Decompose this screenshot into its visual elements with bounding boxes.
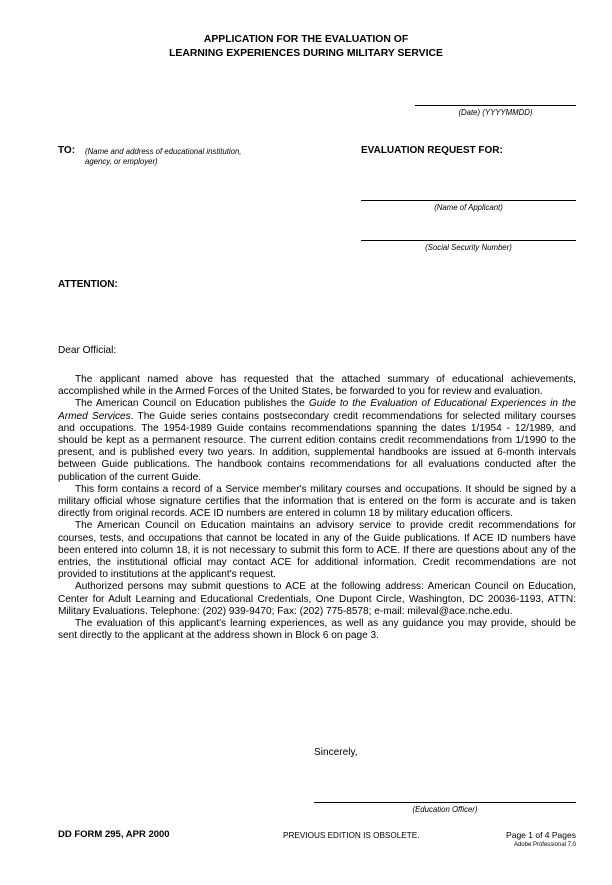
signature-caption: (Education Officer)	[412, 805, 478, 814]
signature-field[interactable]	[314, 802, 576, 804]
to-hint	[85, 147, 241, 167]
page-label: Page 1 of 4 Pages	[506, 830, 576, 840]
paragraph-4: The American Council on Education maintains an advisory service to provide credit recommendations for courses, tests, and occupations that cannot be located in any of the Guide publications. If ACE ID numbers have been entered into column 18, it is not necessary to submit this form to ACE. If there are questions about any of the entries, the institutional official may contact ACE for additional information. Credit recommendations are not provided to institutions at the applicant's request.	[58, 520, 576, 581]
form-title	[0, 33, 612, 60]
paragraph-3: This form contains a record of a Service member's military courses and occupations. It should be signed by a military official whose signature certifies that the information that is entered on the form is accurate and is taken directly from original records. ACE ID numbers are entered in column 18 by military education officers.	[58, 483, 576, 520]
attention-label: ATTENTION:	[58, 279, 118, 290]
paragraph-6: The evaluation of this applicant's learning experiences, as well as any guidance you may provide, should be sent directly to the applicant at the address shown in Block 6 on page 3.	[58, 618, 576, 642]
to-hint-line-2: agency, or employer)	[85, 157, 158, 166]
form-title-line-1: APPLICATION FOR THE EVALUATION OF	[203, 34, 409, 45]
ssn-field[interactable]	[361, 240, 576, 242]
ssn-caption: (Social Security Number)	[425, 243, 512, 252]
closing: Sincerely,	[314, 747, 358, 758]
form-id: DD FORM 295, APR 2000	[58, 829, 170, 840]
applicant-name-caption: (Name of Applicant)	[434, 203, 503, 212]
to-label: TO:	[58, 145, 76, 156]
applicant-name-field[interactable]	[361, 200, 576, 202]
guide-title: Guide to the Evaluation of Educational Experiences in the Armed Services	[58, 398, 576, 422]
paragraph-2-start: The American Council on Education publishes the	[75, 398, 309, 410]
form-title-line-2: LEARNING EXPERIENCES DURING MILITARY SERVICE	[169, 47, 443, 59]
paragraph-5: Authorized persons may submit questions to ACE at the following address: American Council on Education, Center for Adult Learning and Educational Credentials, One Dupont Circle, Washington, DC 20036-1193, ATTN: Military Evaluations. Telephone: (202) 939-9470; Fax: (202) 775-8578; e-mail: mileval@ace.nche.edu.	[58, 581, 576, 617]
date-field[interactable]	[415, 105, 576, 107]
paragraph-2-end: . The Guide series contains postsecondary credit recommendations for selected military courses and occupations. The 1954-1989 Guide contains recommendations spanning the dates 1/1954 - 12/1989, and should be kept as a permanent resource. The current edition contains credit recommendations from 1/1990 to the present, and is published every two years. In addition, supplemental handbooks are issued at 6-month intervals between Guide publications. The handbook contains recommendations for all evaluations conducted after the publication of the current Guide.	[58, 410, 576, 483]
edition-note: PREVIOUS EDITION IS OBSOLETE.	[283, 831, 420, 840]
paragraph-2	[58, 398, 576, 483]
evaluation-request-label: EVALUATION REQUEST FOR:	[361, 145, 503, 156]
paragraph-1: The applicant named above has requested that the attached summary of educational achievements, accomplished while in the Armed Forces of the United States, be forwarded to you for review and evaluation.	[58, 374, 576, 398]
letter-body	[58, 374, 576, 642]
software-note: Adobe Professional 7.0	[513, 842, 576, 848]
date-caption: (Date) (YYYYMMDD)	[458, 108, 533, 117]
to-hint-line-1: (Name and address of educational institution,	[85, 147, 242, 156]
salutation: Dear Official:	[58, 345, 117, 356]
